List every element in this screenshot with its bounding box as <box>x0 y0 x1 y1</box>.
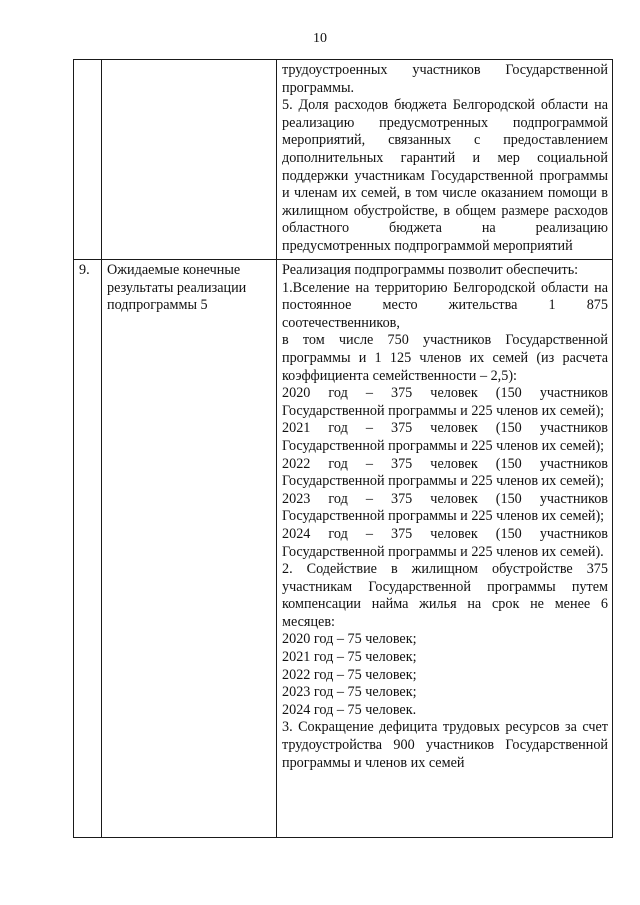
content-paragraph: 2024 год – 375 человек (150 участников Государственной программы и 225 членов их семей). <box>282 525 608 560</box>
content-paragraph: 2022 год – 75 человек; <box>282 666 417 683</box>
content-paragraph: 2023 год – 375 человек (150 участников Государственной программы и 225 членов их семей); <box>282 490 608 525</box>
content-paragraph: 2021 год – 375 человек (150 участников Государственной программы и 225 членов их семей); <box>282 420 608 454</box>
content-paragraph: 2023 год – 75 человек; <box>282 684 417 701</box>
content-paragraph: 2020 год – 375 человек (150 участников Государственной программы и 225 членов их семей); <box>282 385 608 419</box>
program-table <box>73 59 613 838</box>
content-paragraph: 5. Доля расходов бюджета Белгородской области на реализацию предусмотренных подпрограммой мероприятий, связанных с предоставлением дополнительных гарантий и мер социальной поддержки участникам Государственной программы и членам их семей, в том числе оказанием помощи в жилищном обустройстве, в общем размере расходов областного бюджета на реализацию предусмотренных подпрограммой мероприятий <box>282 97 608 254</box>
content-paragraph: трудоустроенных участников Государственной программы. <box>282 62 608 96</box>
content-paragraph: 2024 год – 75 человек. <box>282 701 417 718</box>
page-number: 10 <box>313 31 327 46</box>
row-number <box>74 60 101 62</box>
content-paragraph: 1.Вселение на территорию Белгородской области на постоянное место жительства 1 875 соотечественников, <box>282 279 608 331</box>
content-paragraph: 2022 год – 375 человек (150 участников Государственной программы и 225 членов их семей); <box>282 455 608 490</box>
row-name-cell <box>102 260 277 838</box>
content-paragraph: 3. Сокращение дефицита трудовых ресурсов за счет трудоустройства 900 участников Государственной программы и членов их семей <box>282 719 608 771</box>
table-row <box>74 260 613 838</box>
content-paragraph: в том числе 750 участников Государственной программы и 1 125 членов их семей (из расчета коэффициента семейственности – 2,5): <box>282 332 608 384</box>
row-name <box>102 60 276 62</box>
row-number-cell <box>74 260 102 838</box>
content-paragraph: Реализация подпрограммы позволит обеспечить: <box>282 262 579 278</box>
content-paragraph: 2021 год – 75 человек; <box>282 649 417 666</box>
row-content-cell <box>277 260 613 838</box>
row-name-cell <box>102 60 277 260</box>
row-number: 9. <box>79 262 90 278</box>
content-paragraph: 2020 год – 75 человек; <box>282 631 417 648</box>
row-name: Ожидаемые конечные результаты реализации подпрограммы 5 <box>107 262 247 314</box>
table-row <box>74 60 613 260</box>
content-paragraph: 2. Содействие в жилищном обустройстве 375 участникам Государственной программы путем компенсации найма жилья на срок не менее 6 месяцев: <box>282 561 608 630</box>
row-number-cell <box>74 60 102 260</box>
row-content-cell <box>277 60 613 260</box>
